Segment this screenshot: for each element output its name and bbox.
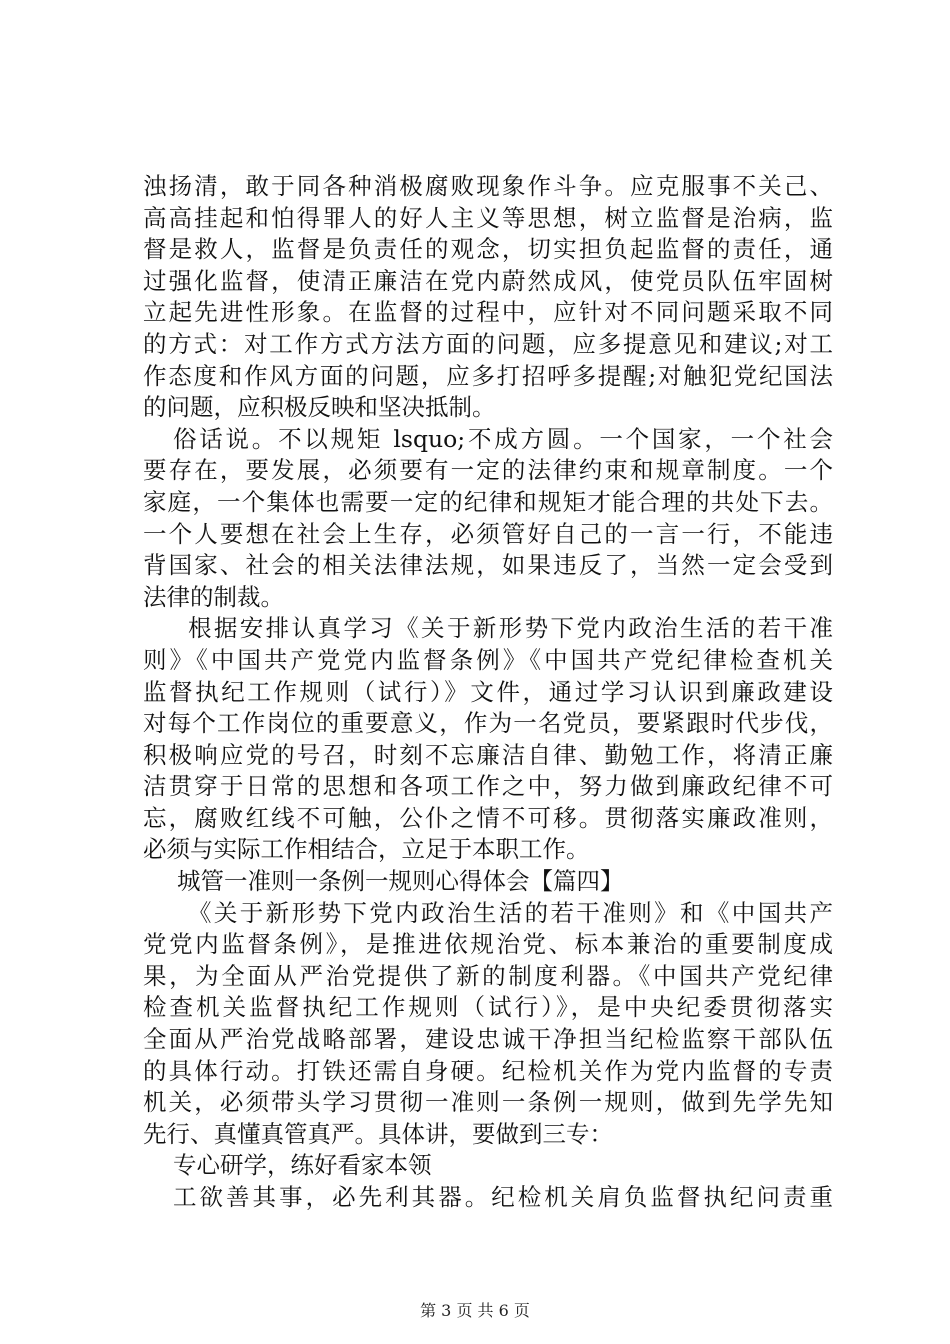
page-number-footer: 第 3 页 共 6 页	[420, 1301, 530, 1320]
text-line: 则》《中国共产党党内监督条例》《中国共产党纪律检查机关	[143, 645, 833, 674]
text-line: 督是救人，监督是负责任的观念，切实担负起监督的责任，通	[143, 235, 833, 264]
text-line: 全面从严治党战略部署，建设忠诚干净担当纪检监察干部队伍	[143, 1025, 833, 1054]
text-line: 浊扬清，敢于同各种消极腐败现象作斗争。应克服事不关己、	[143, 172, 833, 200]
text-line: 检查机关监督执纪工作规则（试行）》，是中央纪委贯彻落实	[143, 993, 833, 1022]
text-line: 洁贯穿于日常的思想和各项工作之中，努力做到廉政纪律不可	[143, 772, 833, 801]
text-line: 家庭，一个集体也需要一定的纪律和规矩才能合理的共处下去。	[143, 487, 833, 516]
text-line: 对每个工作岗位的重要意义，作为一名党员，要紧跟时代步伐，	[143, 709, 833, 738]
text-line: 积极响应党的号召，时刻不忘廉洁自律、勤勉工作，将清正廉	[143, 740, 833, 769]
text-line: 过强化监督，使清正廉洁在党内蔚然成风，使党员队伍牢固树	[143, 266, 833, 295]
paragraph-start-line: 工欲善其事，必先利其器。纪检机关肩负监督执纪问责重	[173, 1183, 833, 1211]
text-line: 高高挂起和怕得罪人的好人主义等思想，树立监督是治病，监	[143, 203, 833, 232]
text-line: 果，为全面从严治党提供了新的制度利器。《中国共产党纪律	[143, 961, 833, 990]
text-line: 的问题，应积极反映和坚决抵制。	[143, 393, 496, 422]
subsection-heading: 专心研学，练好看家本领	[173, 1151, 432, 1180]
text-line: 必须与实际工作相结合，立足于本职工作。	[143, 835, 590, 864]
text-line: 立起先进性形象。在监督的过程中，应针对不同问题采取不同	[143, 298, 833, 327]
text-line: 的方式：对工作方式方法方面的问题，应多提意见和建议;对工	[143, 329, 833, 358]
text-line: 一个人要想在社会上生存，必须管好自己的一言一行，不能违	[143, 519, 833, 548]
text-line: 作态度和作风方面的问题，应多打招呼多提醒;对触犯党纪国法	[143, 361, 833, 390]
document-body	[143, 171, 833, 1214]
text-line: 要存在，要发展，必须要有一定的法律约束和规章制度。一个	[143, 456, 833, 485]
text-line: 的具体行动。打铁还需自身硬。纪检机关作为党内监督的专责	[143, 1056, 833, 1085]
text-line: 党党内监督条例》，是推进依规治党、标本兼治的重要制度成	[143, 930, 833, 959]
text-line: 法律的制裁。	[143, 582, 284, 611]
paragraph-start-line: 俗话说。不以规矩 lsquo;不成方圆。一个国家，一个社会	[173, 424, 833, 453]
text-line: 监督执纪工作规则（试行）》文件，通过学习认识到廉政建设	[143, 677, 833, 706]
text-line: 机关，必须带头学习贯彻一准则一条例一规则，做到先学先知	[143, 1088, 833, 1117]
paragraph-start-line: 根据安排认真学习《关于新形势下党内政治生活的若干准	[188, 614, 833, 643]
text-line: 先行、真懂真管真严。具体讲，要做到三专：	[143, 1119, 613, 1148]
section-heading: 城管一准则一条例一规则心得体会【篇四】	[177, 867, 624, 896]
text-line: 背国家、社会的相关法律法规，如果违反了，当然一定会受到	[143, 551, 833, 580]
text-line: 忘，腐败红线不可触，公仆之情不可移。贯彻落实廉政准则，	[143, 803, 833, 832]
paragraph-start-line: 《关于新形势下党内政治生活的若干准则》和《中国共产	[188, 898, 833, 927]
